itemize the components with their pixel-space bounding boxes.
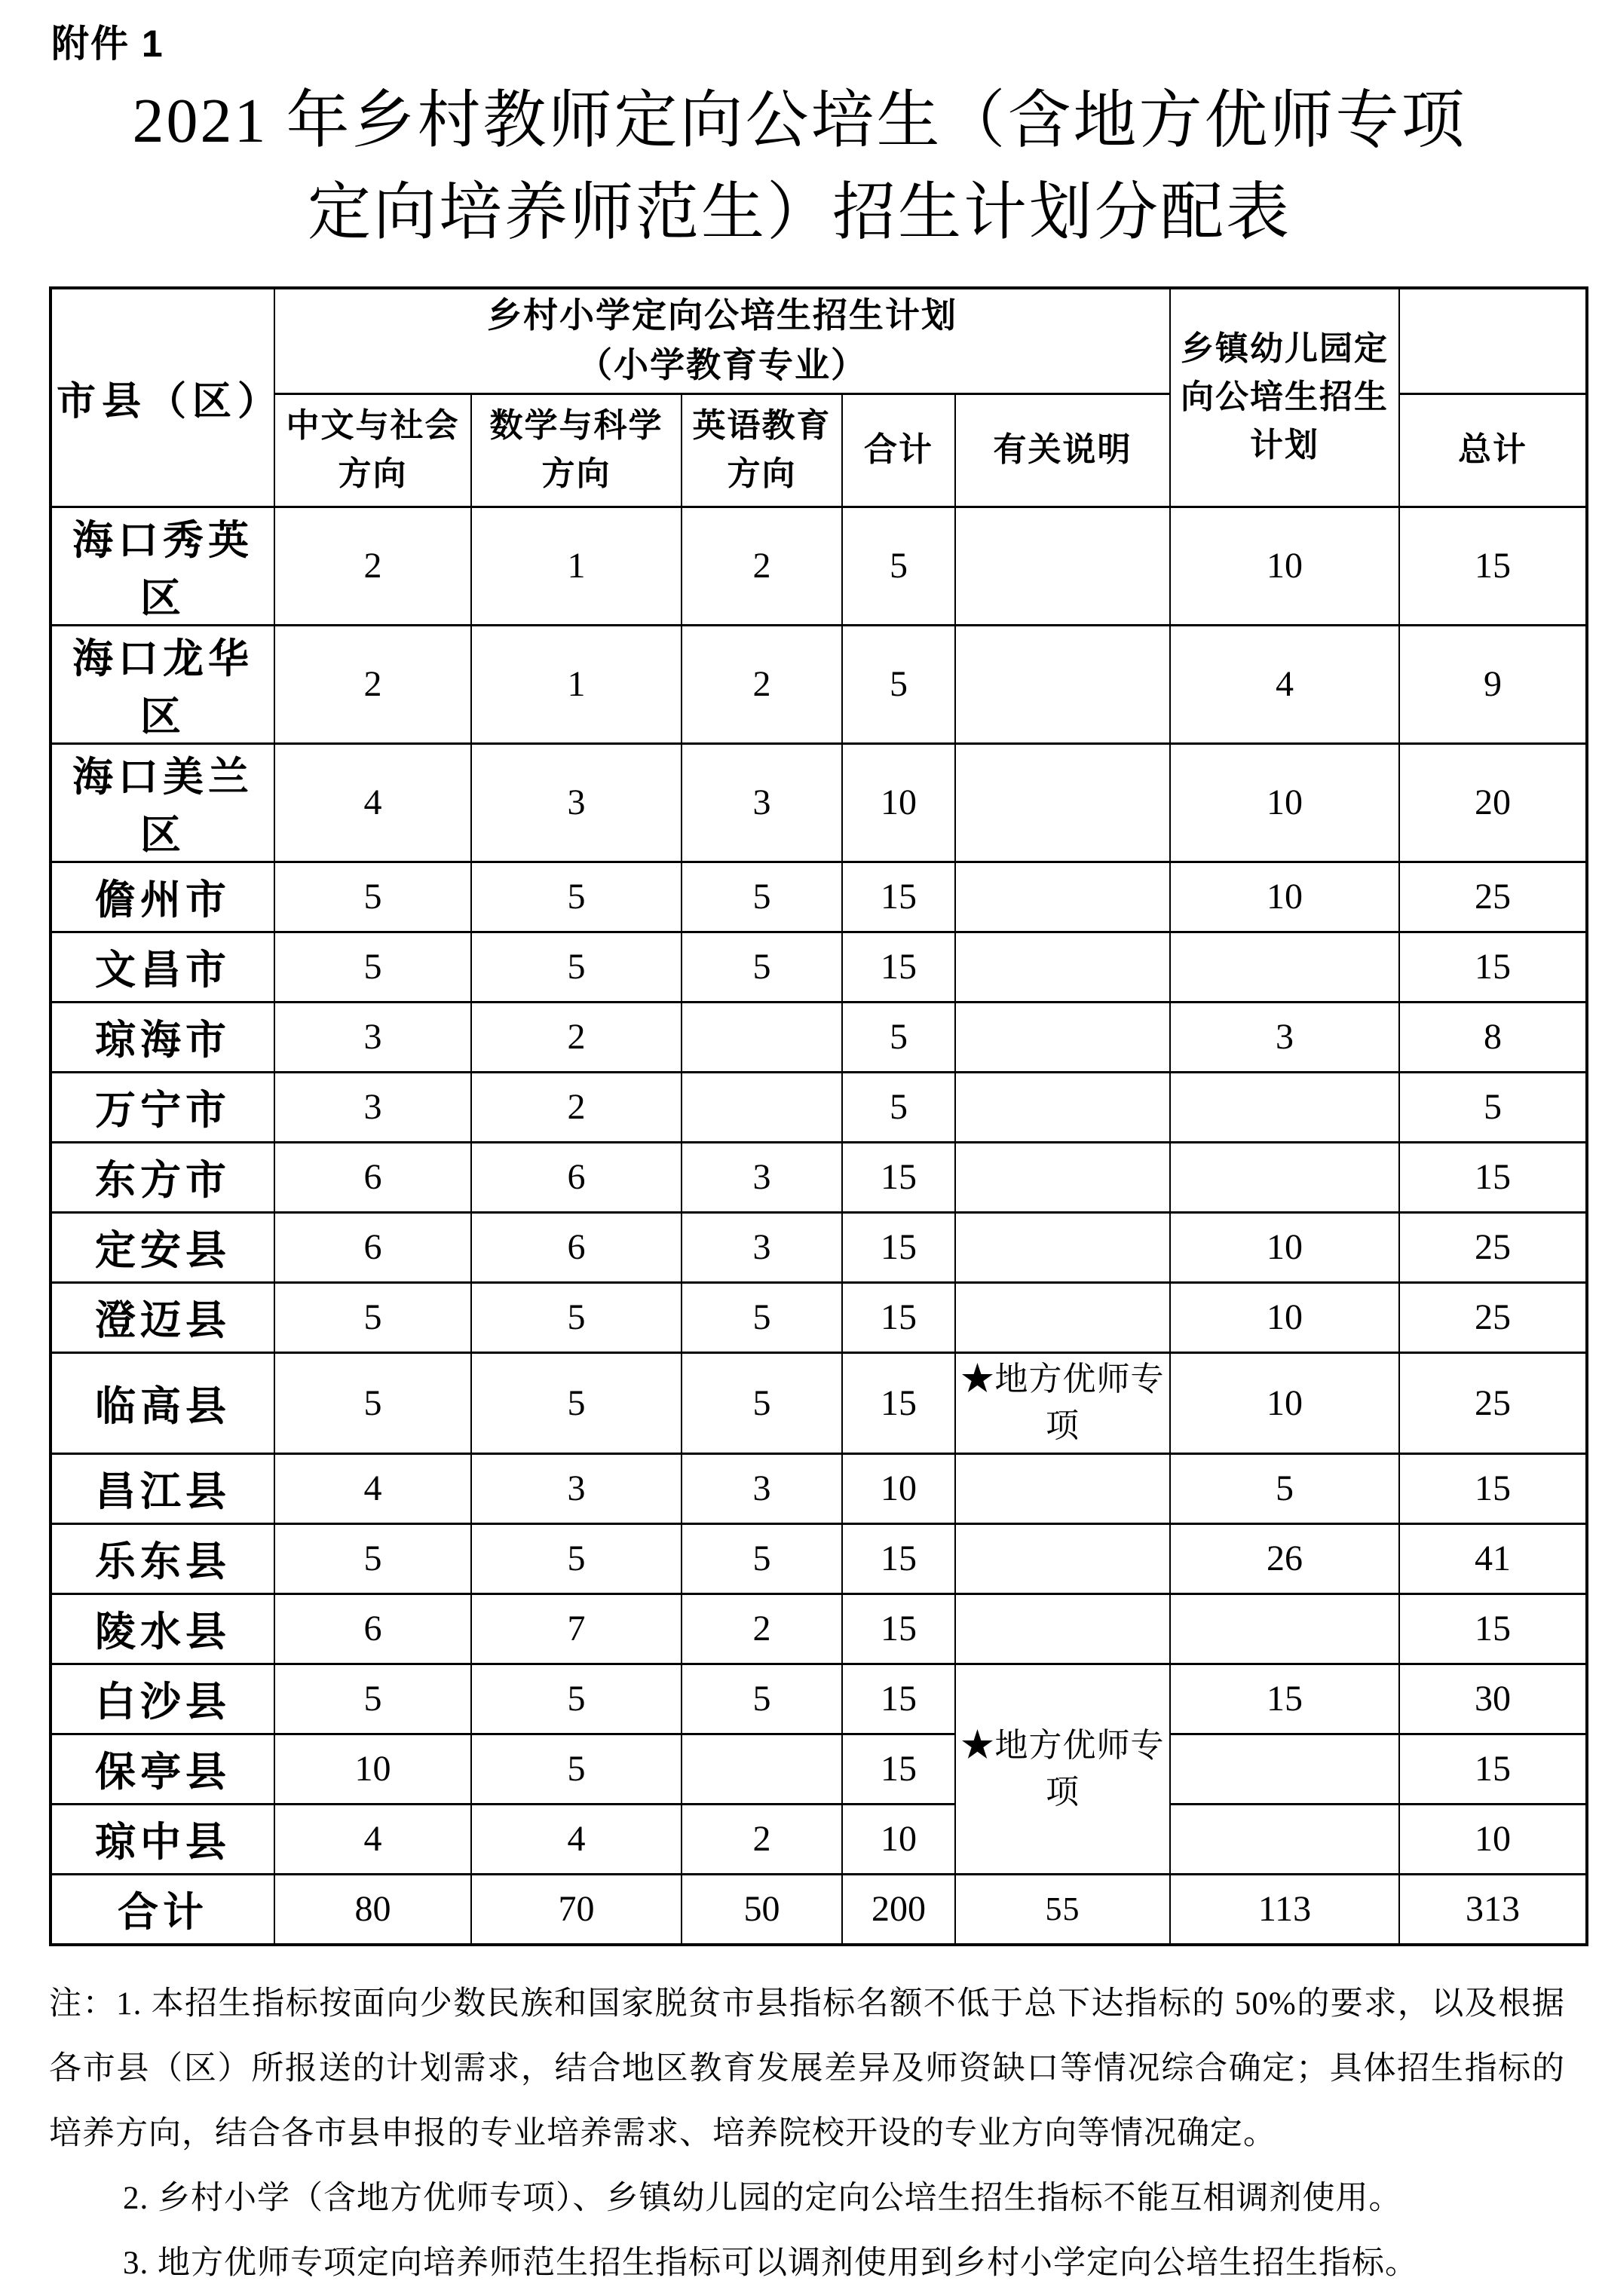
english-education-cell: 3 xyxy=(682,1453,842,1523)
region-cell: 昌江县 xyxy=(51,1453,274,1523)
subtotal-cell: 15 xyxy=(842,1212,955,1282)
total-kindergarten-cell: 113 xyxy=(1170,1874,1399,1945)
remarks-cell xyxy=(955,1142,1170,1212)
kindergarten-cell: 3 xyxy=(1170,1002,1399,1072)
table-row xyxy=(51,1453,1587,1523)
subtotal-cell: 10 xyxy=(842,743,955,862)
kindergarten-cell: 15 xyxy=(1170,1664,1399,1734)
math-science-cell: 3 xyxy=(471,1453,682,1523)
kindergarten-cell xyxy=(1170,1593,1399,1664)
table-row xyxy=(51,862,1587,932)
chinese-social-cell: 5 xyxy=(274,1523,471,1593)
subtotal-cell: 5 xyxy=(842,625,955,743)
kindergarten-cell: 10 xyxy=(1170,743,1399,862)
math-science-cell: 5 xyxy=(471,862,682,932)
chinese-social-cell: 6 xyxy=(274,1593,471,1664)
chinese-social-cell: 5 xyxy=(274,1282,471,1352)
remarks-cell xyxy=(955,1002,1170,1072)
header-subtotal: 合计 xyxy=(842,393,955,507)
math-science-cell: 2 xyxy=(471,1072,682,1142)
subtotal-cell: 15 xyxy=(842,932,955,1002)
region-cell: 万宁市 xyxy=(51,1072,274,1142)
math-science-cell: 6 xyxy=(471,1212,682,1282)
title-line-2: 定向培养师范生）招生计划分配表 xyxy=(307,178,1291,248)
document-title xyxy=(0,75,1599,259)
subtotal-cell: 15 xyxy=(842,1593,955,1664)
table-row xyxy=(51,1593,1587,1664)
english-education-cell: 5 xyxy=(682,1664,842,1734)
remarks-cell xyxy=(955,932,1170,1002)
kindergarten-cell: 26 xyxy=(1170,1523,1399,1593)
remarks-cell xyxy=(955,1212,1170,1282)
kindergarten-cell: 10 xyxy=(1170,507,1399,625)
grand-total-cell: 8 xyxy=(1399,1002,1587,1072)
remarks-cell xyxy=(955,1282,1170,1352)
english-education-cell: 3 xyxy=(682,743,842,862)
header-remarks: 有关说明 xyxy=(955,393,1170,507)
header-primary-line-2: （小学教育专业） xyxy=(577,346,868,385)
grand-total-cell: 15 xyxy=(1399,507,1587,625)
kindergarten-cell xyxy=(1170,1734,1399,1804)
header-row-1 xyxy=(51,288,1587,393)
table-row xyxy=(51,743,1587,862)
header-chinese-social: 中文与社会方向 xyxy=(274,393,471,507)
english-education-cell: 5 xyxy=(682,1523,842,1593)
subtotal-cell: 5 xyxy=(842,1002,955,1072)
region-cell: 定安县 xyxy=(51,1212,274,1282)
total-chinese-social-cell: 80 xyxy=(274,1874,471,1945)
table-row xyxy=(51,1212,1587,1282)
table-row xyxy=(51,1734,1587,1804)
grand-total-cell: 25 xyxy=(1399,1212,1587,1282)
allocation-table xyxy=(49,286,1588,1946)
subtotal-cell: 5 xyxy=(842,507,955,625)
total-grand-total-cell: 313 xyxy=(1399,1874,1587,1945)
grand-total-cell: 41 xyxy=(1399,1523,1587,1593)
english-education-cell: 2 xyxy=(682,1804,842,1874)
grand-total-cell: 25 xyxy=(1399,862,1587,932)
region-cell: 东方市 xyxy=(51,1142,274,1212)
grand-total-cell: 25 xyxy=(1399,1352,1587,1453)
header-corner-blank xyxy=(1399,288,1587,393)
table-row xyxy=(51,625,1587,743)
table-row xyxy=(51,1282,1587,1352)
math-science-cell: 6 xyxy=(471,1142,682,1212)
header-grand-total: 总计 xyxy=(1399,393,1587,507)
subtotal-cell: 15 xyxy=(842,1664,955,1734)
subtotal-cell: 5 xyxy=(842,1072,955,1142)
chinese-social-cell: 4 xyxy=(274,1804,471,1874)
chinese-social-cell: 6 xyxy=(274,1142,471,1212)
chinese-social-cell: 4 xyxy=(274,743,471,862)
remarks-cell xyxy=(955,743,1170,862)
subtotal-cell: 15 xyxy=(842,862,955,932)
region-cell: 儋州市 xyxy=(51,862,274,932)
remarks-cell xyxy=(955,625,1170,743)
table-row xyxy=(51,1142,1587,1212)
math-science-cell: 1 xyxy=(471,625,682,743)
region-cell: 乐东县 xyxy=(51,1523,274,1593)
table-row xyxy=(51,1352,1587,1453)
subtotal-cell: 10 xyxy=(842,1804,955,1874)
math-science-cell: 5 xyxy=(471,1734,682,1804)
remarks-cell xyxy=(955,1453,1170,1523)
chinese-social-cell: 2 xyxy=(274,625,471,743)
math-science-cell: 1 xyxy=(471,507,682,625)
grand-total-cell: 25 xyxy=(1399,1282,1587,1352)
english-education-cell: 3 xyxy=(682,1212,842,1282)
remarks-cell xyxy=(955,862,1170,932)
subtotal-cell: 15 xyxy=(842,1734,955,1804)
math-science-cell: 7 xyxy=(471,1593,682,1664)
attachment-label: 附件 1 xyxy=(51,23,164,65)
grand-total-cell: 10 xyxy=(1399,1804,1587,1874)
subtotal-cell: 15 xyxy=(842,1523,955,1593)
table-row xyxy=(51,1664,1587,1734)
total-remarks-cell: 55 xyxy=(955,1874,1170,1945)
chinese-social-cell: 5 xyxy=(274,862,471,932)
grand-total-cell: 15 xyxy=(1399,1734,1587,1804)
remarks-cell xyxy=(955,1523,1170,1593)
chinese-social-cell: 5 xyxy=(274,1352,471,1453)
chinese-social-cell: 3 xyxy=(274,1072,471,1142)
subtotal-cell: 10 xyxy=(842,1453,955,1523)
region-cell: 临高县 xyxy=(51,1352,274,1453)
subtotal-cell: 15 xyxy=(842,1282,955,1352)
math-science-cell: 5 xyxy=(471,932,682,1002)
region-cell: 保亭县 xyxy=(51,1734,274,1804)
header-primary-group xyxy=(274,288,1170,393)
table-row xyxy=(51,1072,1587,1142)
total-subtotal-cell: 200 xyxy=(842,1874,955,1945)
table-row xyxy=(51,932,1587,1002)
total-english-education-cell: 50 xyxy=(682,1874,842,1945)
grand-total-cell: 15 xyxy=(1399,1453,1587,1523)
chinese-social-cell: 10 xyxy=(274,1734,471,1804)
table-row xyxy=(51,1804,1587,1874)
english-education-cell: 2 xyxy=(682,625,842,743)
english-education-cell: 5 xyxy=(682,1352,842,1453)
kindergarten-cell: 10 xyxy=(1170,1352,1399,1453)
title-line-1: 2021 年乡村教师定向公培生（含地方优师专项 xyxy=(132,86,1467,156)
kindergarten-cell: 10 xyxy=(1170,1282,1399,1352)
english-education-cell: 3 xyxy=(682,1142,842,1212)
region-cell: 文昌市 xyxy=(51,932,274,1002)
region-cell: 陵水县 xyxy=(51,1593,274,1664)
remarks-cell xyxy=(955,1072,1170,1142)
kindergarten-cell xyxy=(1170,1804,1399,1874)
note-2: 2. 乡村小学（含地方优师专项）、乡镇幼儿园的定向公培生招生指标不能互相调剂使用。 xyxy=(123,2181,1402,2216)
grand-total-cell: 5 xyxy=(1399,1072,1587,1142)
chinese-social-cell: 5 xyxy=(274,1664,471,1734)
region-cell: 海口龙华区 xyxy=(51,625,274,743)
header-kindergarten: 乡镇幼儿园定向公培生招生计划 xyxy=(1170,288,1399,507)
note-3: 3. 地方优师专项定向培养师范生招生指标可以调剂使用到乡村小学定向公培生招生指标。 xyxy=(123,2245,1418,2281)
grand-total-cell: 9 xyxy=(1399,625,1587,743)
header-region: 市县（区） xyxy=(51,288,274,507)
total-region-cell: 合计 xyxy=(51,1874,274,1945)
english-education-cell: 2 xyxy=(682,1593,842,1664)
kindergarten-cell xyxy=(1170,932,1399,1002)
remarks-cell xyxy=(955,507,1170,625)
remarks-cell: ★地方优师专项 xyxy=(955,1664,1170,1874)
total-math-science-cell: 70 xyxy=(471,1874,682,1945)
chinese-social-cell: 3 xyxy=(274,1002,471,1072)
table-row xyxy=(51,1002,1587,1072)
math-science-cell: 5 xyxy=(471,1523,682,1593)
english-education-cell: 5 xyxy=(682,1282,842,1352)
remarks-cell: ★地方优师专项 xyxy=(955,1352,1170,1453)
grand-total-cell: 30 xyxy=(1399,1664,1587,1734)
total-row xyxy=(51,1874,1587,1945)
kindergarten-cell: 10 xyxy=(1170,862,1399,932)
remarks-cell xyxy=(955,1593,1170,1664)
math-science-cell: 2 xyxy=(471,1002,682,1072)
english-education-cell xyxy=(682,1002,842,1072)
kindergarten-cell xyxy=(1170,1072,1399,1142)
subtotal-cell: 15 xyxy=(842,1352,955,1453)
table-body xyxy=(51,507,1587,1945)
chinese-social-cell: 6 xyxy=(274,1212,471,1282)
region-cell: 海口秀英区 xyxy=(51,507,274,625)
math-science-cell: 5 xyxy=(471,1664,682,1734)
math-science-cell: 4 xyxy=(471,1804,682,1874)
english-education-cell: 5 xyxy=(682,932,842,1002)
math-science-cell: 5 xyxy=(471,1282,682,1352)
grand-total-cell: 15 xyxy=(1399,932,1587,1002)
header-math-science: 数学与科学方向 xyxy=(471,393,682,507)
chinese-social-cell: 2 xyxy=(274,507,471,625)
math-science-cell: 3 xyxy=(471,743,682,862)
header-english-education: 英语教育方向 xyxy=(682,393,842,507)
english-education-cell xyxy=(682,1072,842,1142)
english-education-cell xyxy=(682,1734,842,1804)
region-cell: 琼中县 xyxy=(51,1804,274,1874)
kindergarten-cell: 10 xyxy=(1170,1212,1399,1282)
grand-total-cell: 20 xyxy=(1399,743,1587,862)
kindergarten-cell: 4 xyxy=(1170,625,1399,743)
kindergarten-cell: 5 xyxy=(1170,1453,1399,1523)
grand-total-cell: 15 xyxy=(1399,1142,1587,1212)
region-cell: 琼海市 xyxy=(51,1002,274,1072)
english-education-cell: 2 xyxy=(682,507,842,625)
chinese-social-cell: 4 xyxy=(274,1453,471,1523)
table-row xyxy=(51,1523,1587,1593)
subtotal-cell: 15 xyxy=(842,1142,955,1212)
english-education-cell: 5 xyxy=(682,862,842,932)
region-cell: 海口美兰区 xyxy=(51,743,274,862)
header-primary-line-1: 乡村小学定向公培生招生计划 xyxy=(487,296,958,335)
kindergarten-cell xyxy=(1170,1142,1399,1212)
math-science-cell: 5 xyxy=(471,1352,682,1453)
grand-total-cell: 15 xyxy=(1399,1593,1587,1664)
table-row xyxy=(51,507,1587,625)
region-cell: 白沙县 xyxy=(51,1664,274,1734)
region-cell: 澄迈县 xyxy=(51,1282,274,1352)
notes-block xyxy=(49,1972,1565,2296)
chinese-social-cell: 5 xyxy=(274,932,471,1002)
note-1: 注：1. 本招生指标按面向少数民族和国家脱贫市县指标名额不低于总下达指标的 50%的要求，以及根据各市县（区）所报送的计划需求，结合地区教育发展差异及师资缺口等情况综合确定；具体招生指标的培养方向，结合各市县申报的专业培养需求、培养院校开设的专业方向等情况确定。 xyxy=(49,1986,1565,2151)
